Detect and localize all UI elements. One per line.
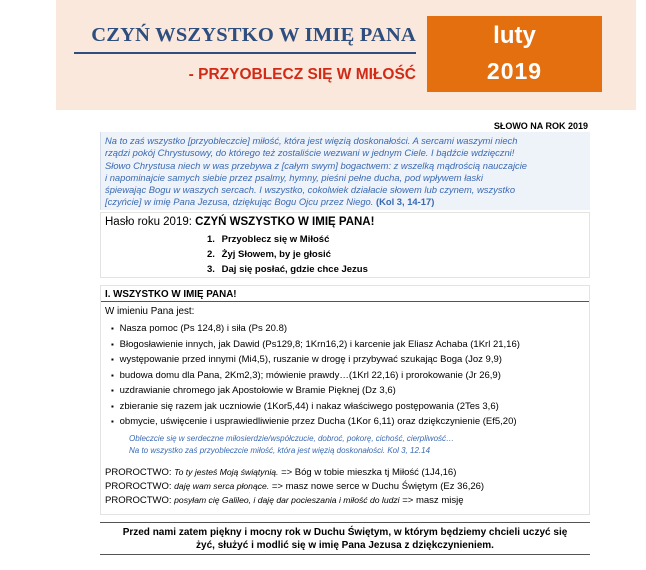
page-title: CZYŃ WSZYSTKO W IMIĘ PANA — [91, 24, 416, 46]
scripture-line: śpiewając Bogu w waszych sercach. I wszystko, cokolwiek działacie słowem lub czynem, wszystko — [105, 184, 516, 196]
prophecy-line — [105, 495, 464, 506]
bullet-icon: ▪ — [111, 401, 114, 411]
section-title: I. WSZYSTKO W IMIĘ PANA! — [105, 289, 237, 300]
list-item-text: Nasza pomoc (Ps 124,8) i siła (Ps 20.8) — [119, 323, 288, 334]
date-badge — [427, 16, 602, 92]
scripture-reference: (Kol 3, 14-17) — [375, 196, 435, 208]
motto-box — [100, 212, 590, 278]
quote-line: Obleczcie się w serdeczne miłosierdzie/współczucie, dobroć, pokorę, cichość, cierpliwość… — [129, 434, 455, 443]
list-item-text: występowanie przed innymi (Mi4,5), ruszanie w drogę i przybywać szukając Boga (Joz 9,9) — [119, 354, 502, 365]
scripture-passage — [105, 135, 589, 209]
motto-item — [207, 247, 368, 262]
motto-list — [207, 232, 368, 277]
prophecy-text: => masz misję — [399, 495, 464, 506]
closing-divider — [100, 522, 590, 523]
list-item-text: uzdrawianie chromego jak Apostołowie w Bramie Pięknej (Dz 3,6) — [119, 385, 396, 396]
section-box — [100, 285, 590, 515]
prophecy-text: => Bóg w tobie mieszka tj Miłość (1J4,16) — [278, 467, 457, 478]
prophecy-quote: posyłam cię Galileo, i daję dar pocieszania i miłość do ludzi — [174, 495, 400, 505]
motto-item-number: 1. — [207, 234, 215, 245]
page-subtitle: - PRZYOBLECZ SIĘ W MIŁOŚĆ — [188, 66, 416, 83]
motto-prefix: Hasło roku 2019: — [105, 216, 196, 228]
prophecy-label: PROROCTWO: — [105, 467, 175, 478]
list-item — [111, 399, 520, 415]
scripture-line: Na to zaś wszystko [przyobleczcie] miłość, która jest więzią doskonałości. A sercami waszymi niech — [105, 135, 518, 146]
list-item-text: Błogosławienie innych, jak Dawid (Ps129,8; 1Krn16,2) i karcenie jak Eliasz Achaba (1Krl 21,16) — [119, 338, 520, 350]
word-of-year-box — [100, 132, 590, 210]
list-item — [111, 383, 520, 399]
scripture-line: i napominajcie samych siebie przez psalmy, hymny, pieśni pełne ducha, pod wpływem łaski — [105, 171, 483, 183]
list-item-text: obmycie, uświęcenie i usprawiedliwienie przez Ducha (1Kor 6,11) oraz dziękczynienie (Ef5,20) — [119, 416, 517, 427]
date-month: luty — [493, 22, 536, 49]
closing-underline — [100, 554, 590, 555]
scripture-line — [105, 196, 589, 208]
motto-item-text: Żyj Słowem, by je głosić — [221, 249, 331, 260]
list-item-text: zbieranie się razem jak uczniowie (1Kor5,44) i nakaz właściwego postępowania (2Tes 3,6) — [119, 400, 499, 412]
list-item — [111, 414, 520, 430]
prophecy-label: PROROCTWO: — [105, 495, 175, 506]
scripture-line: Słowo Chrystusa niech w was przebywa z [całym swym] bogactwem: z wszelką mądrością nauczajcie — [105, 159, 528, 171]
prophecy-label: PROROCTWO: — [105, 481, 175, 492]
list-item — [111, 352, 520, 368]
motto-item-number: 2. — [207, 249, 215, 260]
scripture-line: rządzi pokój Chrystusowy, do którego też zostaliście wezwani w jednym Ciele. I bądźcie wdzięczni! — [105, 147, 515, 159]
bullet-icon: ▪ — [111, 370, 114, 380]
bullet-icon: ▪ — [111, 417, 114, 426]
section-divider — [101, 301, 589, 302]
quote-line: Na to wszystko zaś przyobleczcie miłość, która jest więzią doskonałości. Kol 3, 12.14 — [129, 446, 431, 455]
prophecy-quote: daję wam serca płonące. — [174, 481, 270, 491]
word-of-year-label: SŁOWO NA ROK 2019 — [493, 121, 588, 131]
section-intro: W imieniu Pana jest: — [105, 306, 195, 317]
bullet-list — [111, 321, 520, 430]
prophecy-text: => masz nowe serce w Duchu Świętym (Ez 36,26) — [269, 481, 485, 492]
prophecy-line — [105, 481, 484, 492]
prophecy-quote: To ty jesteś Moją świątynią. — [174, 467, 279, 477]
motto-title: CZYŃ WSZYSTKO W IMIĘ PANA! — [195, 216, 375, 228]
bullet-icon: ▪ — [111, 324, 114, 333]
bullet-icon: ▪ — [111, 386, 114, 395]
scripture-line-text: [czyńcie] w imię Pana Jezusa, dziękując Bogu Ojcu przez Niego. — [105, 196, 374, 208]
list-item-text: budowa domu dla Pana, 2Km2,3); mówienie prawdy…(1Krl 22,16) i prorokowanie (Jr 26,9) — [119, 369, 501, 381]
motto-heading — [105, 216, 374, 228]
closing-line: Przed nami zatem piękny i mocny rok w Duchu Świętym, w którym będziemy chcieli uczyć się — [122, 527, 568, 538]
bullet-icon: ▪ — [111, 339, 114, 349]
motto-item-text: Daj się posłać, gdzie chce Jezus — [221, 264, 368, 275]
list-item — [111, 321, 520, 337]
motto-item — [207, 232, 368, 247]
list-item — [111, 337, 520, 353]
motto-item — [207, 262, 368, 277]
list-item — [111, 368, 520, 384]
motto-item-text: Przyoblecz się w Miłość — [221, 234, 330, 245]
bullet-icon: ▪ — [111, 355, 114, 364]
prophecy-line — [105, 467, 456, 478]
scripture-quote — [129, 433, 584, 457]
closing-line: żyć, służyć i modlić się w imię Pana Jezusa z dziękczynieniem. — [196, 540, 494, 551]
title-underline — [74, 52, 416, 54]
motto-item-number: 3. — [207, 264, 215, 275]
closing-statement — [100, 526, 590, 552]
date-year: 2019 — [486, 58, 543, 84]
